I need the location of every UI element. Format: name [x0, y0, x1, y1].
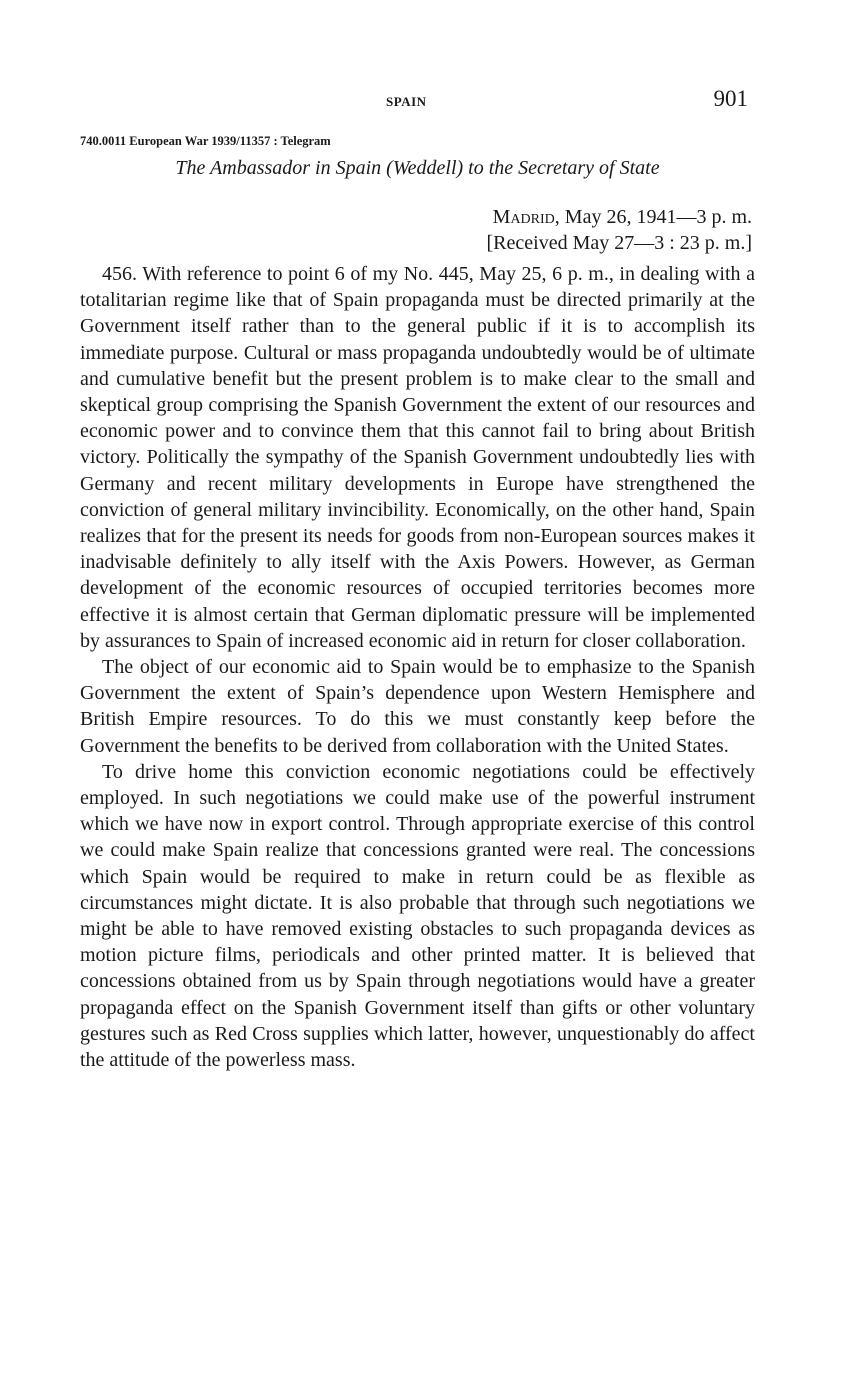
- document-page: [80, 0, 755, 1379]
- document-title: The Ambassador in Spain (Weddell) to the Secretary of State: [175, 157, 660, 179]
- page-number: 901: [713, 86, 748, 111]
- dateline-received: [Received May 27—3 : 23 p. m.]: [486, 232, 752, 254]
- paragraph-1: 456. With reference to point 6 of my No. 445, May 25, 6 p. m., in dealing with a totalitarian regime like that of Spain propaganda must be directed primarily at the Government itself rather than to the general public if it is to accomplish its immediate purpose. Cultural or mass propaganda undoubtedly would be of ultimate and cumulative benefit but the present problem is to make clear to the small and skeptical group comprising the Spanish Government the extent of our resources and economic power and to convince them that this cannot fail to bring about British victory. Politically the sympathy of the Spanish Government undoubtedly lies with Germany and recent military developments in Europe have strengthened the conviction of general military invincibility. Economically, on the other hand, Spain realizes that for the present its needs for goods from non-European sources makes it inadvisable definitely to ally itself with the Axis Powers. However, as German development of the economic resources of occupied territories becomes more effective it is almost certain that German diplomatic pressure will be implemented by assurances to Spain of increased economic aid in return for closer collaboration.: [80, 263, 755, 652]
- dateline-date: , May 26, 1941—3 p. m.: [554, 206, 752, 228]
- dateline-sent: [487, 204, 753, 230]
- telegram-body: [80, 261, 755, 1073]
- paragraph-3: To drive home this conviction economic negotiations could be effectively employed. In such negotiations we could make use of the powerful instrument which we have now in export control. Through appropriate exercise of this control we could make Spain realize that concessions granted were real. The concessions which Spain would be required to make in return could be as flexible as circumstances might dictate. It is also probable that through such negotiations we might be able to have removed existing obstacles to such propaganda devices as motion picture films, periodicals and other printed matter. It is believed that concessions obtained from us by Spain through negotiations would have a greater propaganda effect on the Spanish Government itself than gifts or other voluntary gestures such as Red Cross supplies which latter, however, unquestionably do affect the attitude of the powerless mass.: [80, 760, 755, 1072]
- dateline: [487, 204, 753, 256]
- file-reference: 740.0011 European War 1939/11357 : Telegram: [80, 134, 331, 148]
- paragraph-2: The object of our economic aid to Spain would be to emphasize to the Spanish Government the extent of Spain’s dependence upon Western Hemisphere and British Empire resources. To do this we must constantly keep before the Government the benefits to be derived from collaboration with the United States.: [80, 656, 755, 757]
- running-title: SPAIN: [386, 94, 427, 109]
- running-header: [80, 86, 755, 116]
- dateline-place: Madrid: [492, 206, 555, 228]
